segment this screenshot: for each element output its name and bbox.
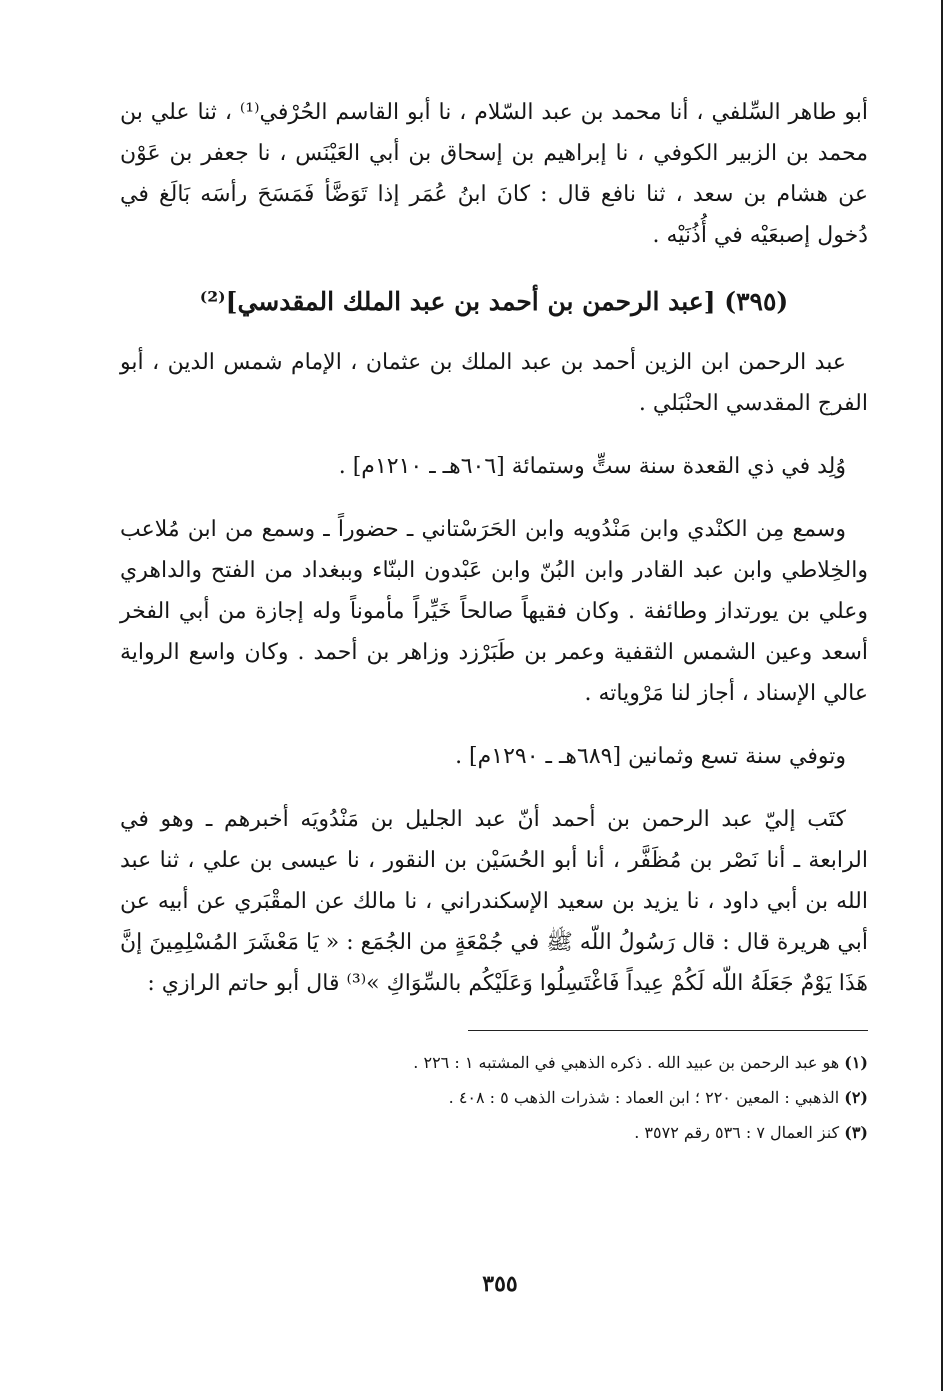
footnote-text: هو عبد الرحمن بن عبيد الله . ذكره الذهبي في المشتبه ١ : ٢٢٦ . (413, 1053, 840, 1072)
footnote-number: (١) (844, 1053, 868, 1072)
footnote-number: (٢) (844, 1088, 868, 1107)
footnote-1 (120, 1045, 868, 1080)
footnotes (120, 1045, 868, 1150)
footnote-3 (120, 1115, 868, 1150)
paragraph-birth: وُلِد في ذي القعدة سنة ستٍّ وستمائة [٦٠٦هـ ـ ١٢١٠م] . (338, 454, 846, 479)
page-edge-line (941, 0, 943, 1391)
paragraph-death: وتوفي سنة تسع وثمانين [٦٨٩هـ ـ ١٢٩٠م] . (455, 744, 846, 769)
footnote-separator (468, 1030, 868, 1031)
page-content (120, 92, 868, 1150)
paragraph-teachers: وسمع مِن الكنْدي وابن مَنْدُويه وابن الحَرَسْتاني ـ حضوراً ـ وسمع من ابن مُلاعب والخِلاطي وابن عبد القادر وابن البُنّ وابن عَبْدون البنّاء وببغداد من الفتح والداهري وعلي بن يورتداز وطائفة . وكان فقيهاً صالحاً خَيِّراً مأموناً وله إجازة من أبي الفخر أسعد وعين الشمس الثقفية وعمر بن طَبَرْزد وزاهر بن أحمد . وكان واسع الرواية عالي الإسناد ، أجاز لنا مَرْوياته . (120, 517, 868, 706)
entry-heading: (٣٩٥) [عبد الرحمن بن أحمد بن عبد الملك المقدسي]⁽²⁾ (199, 287, 789, 316)
footnote-number: (٣) (844, 1123, 868, 1142)
paragraph-hadith: كتَب إليّ عبد الرحمن بن أحمد أنّ عبد الجليل بن مَنْدُويَه أخبرهم ـ وهو في الرابعة ـ أنا نَصْر بن مُظَفَّر ، أنا أبو الحُسَيْن بن النقور ، نا عيسى بن علي ، ثنا عبد الله بن أبي داود ، نا يزيد بن سعيد الإسكندراني ، نا مالك عن المقْبَري عن أبيه عن أبي هريرة قال : قال رَسُولُ اللّه ﷺ في جُمْعَةٍ من الجُمَع : « يَا مَعْشَرَ المُسْلِمِينَ إنَّ هَذَا يَوْمٌ جَعَلَهُ اللّه لَكُمْ عِيداً فَاغْتَسِلُوا وَعَلَيْكُم بالسِّوَاكِ »⁽³⁾ قال أبو حاتم الرازي : (120, 807, 868, 996)
footnote-text: الذهبي : المعين ٢٢٠ ؛ ابن العماد : شذرات الذهب ٥ : ٤٠٨ . (448, 1088, 840, 1107)
footnote-2 (120, 1080, 868, 1115)
paragraph-isnad-1: أبو طاهر السِّلفي ، أنا محمد بن عبد السّلام ، نا أبو القاسم الحُرْفي⁽¹⁾ ، ثنا علي بن محمد بن الزبير الكوفي ، نا إبراهيم بن إسحاق بن أبي العَيْنَس ، نا جعفر بن عَوْن عن هشام بن سعد ، ثنا نافع قال : كانَ ابنُ عُمَر إذا تَوَضَّأ فَمَسَحَ رأسَه بَالَغ في دُخول إصبعَيْه في أُذُنَيْه . (120, 100, 869, 248)
page-number: ٣٥٥ (482, 1271, 518, 1297)
footnote-text: كنز العمال ٧ : ٥٣٦ رقم ٣٥٧٢ . (634, 1123, 840, 1142)
paragraph-biography-name: عبد الرحمن ابن الزين أحمد بن عبد الملك بن عثمان ، الإمام شمس الدين ، أبو الفرج المقدسي الحنْبَلي . (120, 350, 868, 416)
